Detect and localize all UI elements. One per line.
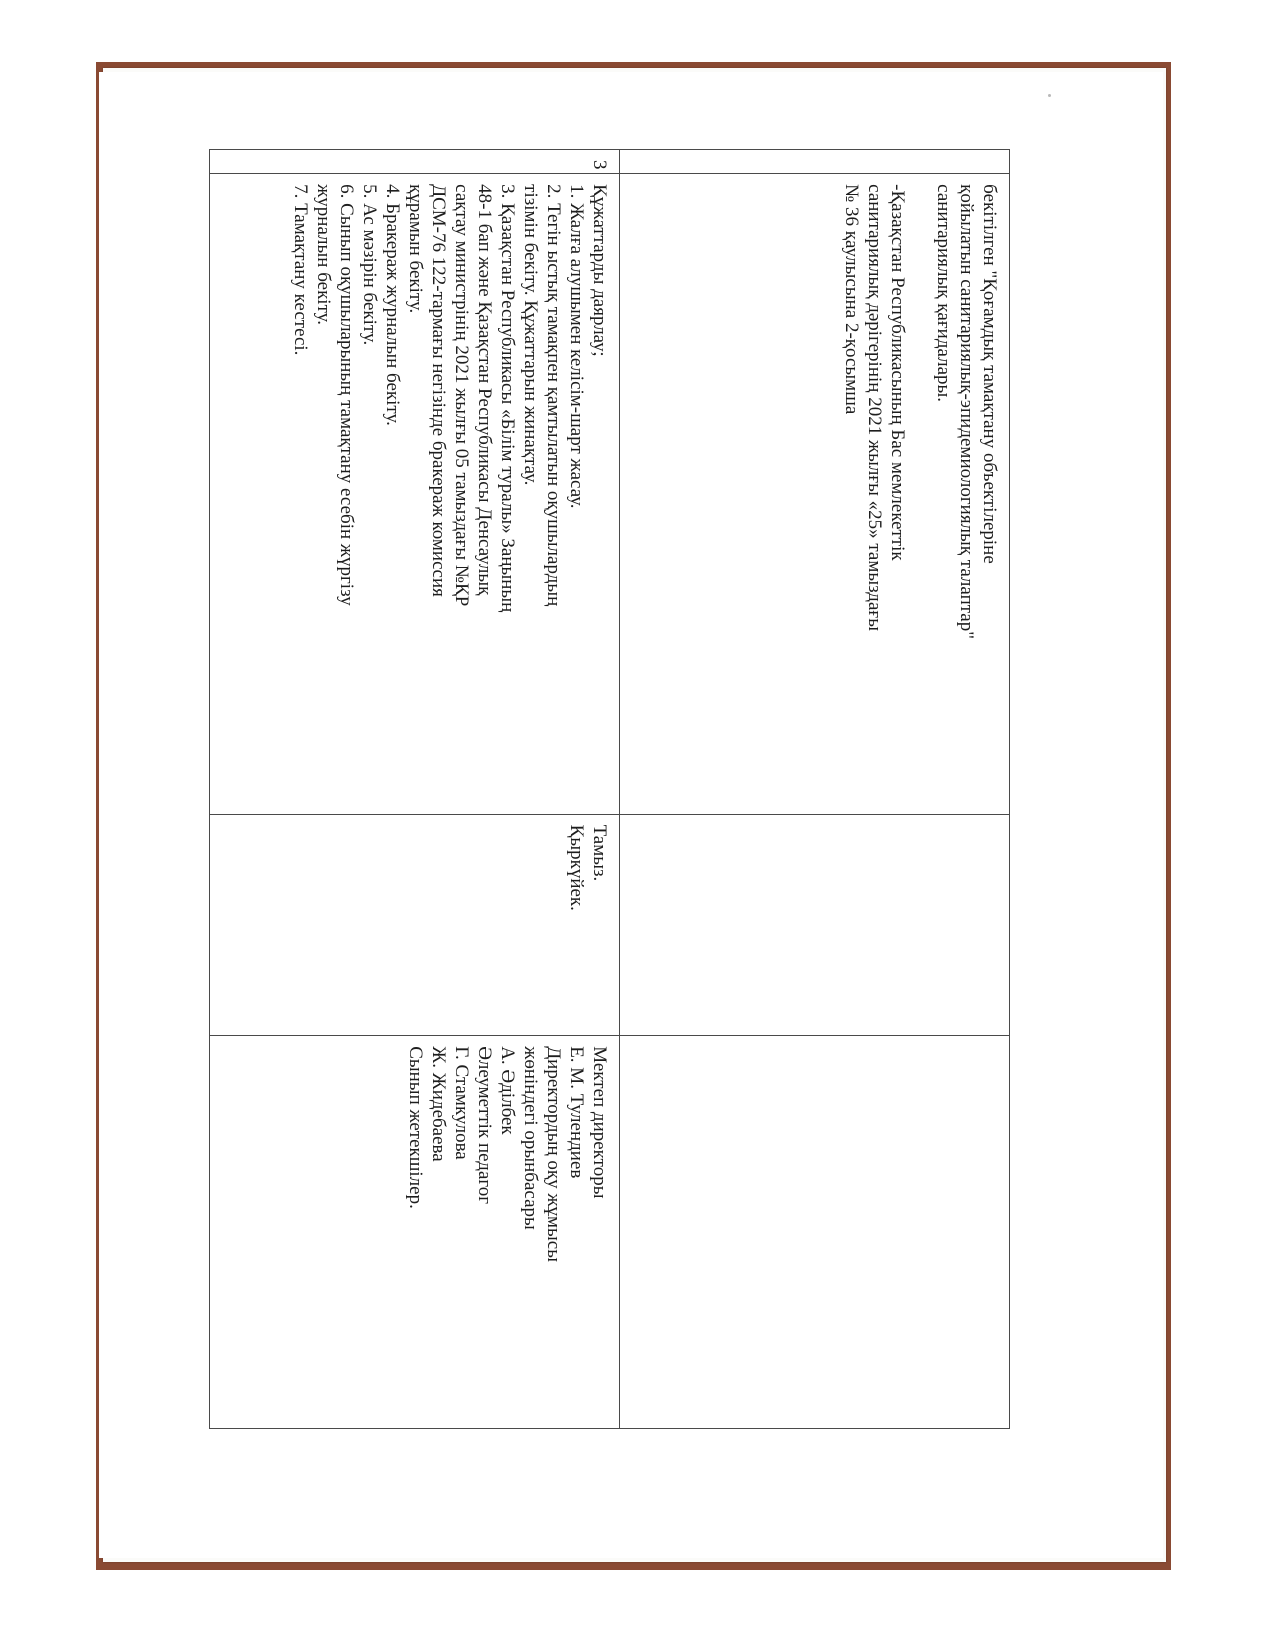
responsible-line: Ж. Жидебаева [428,1046,449,1162]
rotated-table-frame [210,149,1010,1429]
responsible-line: жөніндегі орынбасары [520,1046,541,1230]
content-line: қойылатын санитариялық-эпидемиологиялық талаптар" [956,184,977,639]
responsible-line: А. Әділбек [497,1046,518,1135]
rotated-content [210,149,1010,1429]
responsible-line: Е. М. Тулендиев [566,1046,587,1179]
responsible-line: Г. Стамкулова [451,1046,472,1160]
content-line: 1. Жалға алушымен келісім-шарт жасау. [566,184,587,509]
content-cell [620,174,1010,815]
content-line: сақтау министрінің 2021 жылғы 05 тамыздағы №ҚР [451,184,472,607]
content-line: санитариялық дәрігерінің 2021 жылғы «25» тамыздағы [864,184,885,631]
row-number-cell [620,150,1010,174]
responsible-line: Сынып жетекшілер. [405,1046,426,1209]
content-line: 6. Сынып оқушыларының тамақтану есебін жүргізу [336,184,357,606]
date-line: Қыркүйек. [566,824,587,911]
date-line: Тамыз. [589,824,610,882]
content-line: ДСМ-76 122-тармағы негізінде бракераж комиссия [428,184,449,597]
content-line: тізімін бекіту. Құжаттарын жинақтау. [520,184,541,486]
content-line: 7. Тамақтану кестесі. [290,184,311,356]
paper-speck [1048,94,1051,97]
table-row-continuation [620,150,1010,1429]
content-line: 2. Тегін ыстық тамақпен қамтылатын оқушылардың [543,184,564,607]
row-number: 3 [589,160,610,170]
content-line: Құжаттарды даярлау; [589,184,610,357]
content-line: 48-1 бап және Қазақстан Республикасы Денсаулық [474,184,495,596]
responsible-line: Әлеуметтік педагог [474,1046,495,1205]
content-line: құрамын бекіту. [405,184,426,314]
date-cell [210,814,620,1036]
responsible-line: Директордың оқу жұмысы [543,1046,564,1262]
responsible-cell [210,1036,620,1429]
content-line: 4. Бракераж журналын бекіту. [382,184,403,426]
content-line: санитариялық қағидалары. [933,184,954,403]
content-line: № 36 қаулысына 2-қосымша [841,184,862,415]
row-number-cell [210,150,620,174]
content-cell [210,174,620,815]
table-row-3 [210,150,620,1429]
content-line: 3. Қазақстан Республикасы «Білім туралы» Заңының [497,184,518,613]
responsible-cell [620,1036,1010,1429]
content-line: 5. Ас мәзірін бекіту. [359,184,380,346]
date-cell [620,814,1010,1036]
content-line: журналын бекіту. [313,184,334,325]
content-line [909,184,932,804]
responsible-line: Мектеп директоры [589,1046,610,1199]
content-line: бекітілген "Қоғамдық тамақтану объектілеріне [979,184,1000,564]
plan-table [209,149,1010,1429]
content-line: -Қазақстан Республикасының Бас мемлекеттік [887,184,908,561]
